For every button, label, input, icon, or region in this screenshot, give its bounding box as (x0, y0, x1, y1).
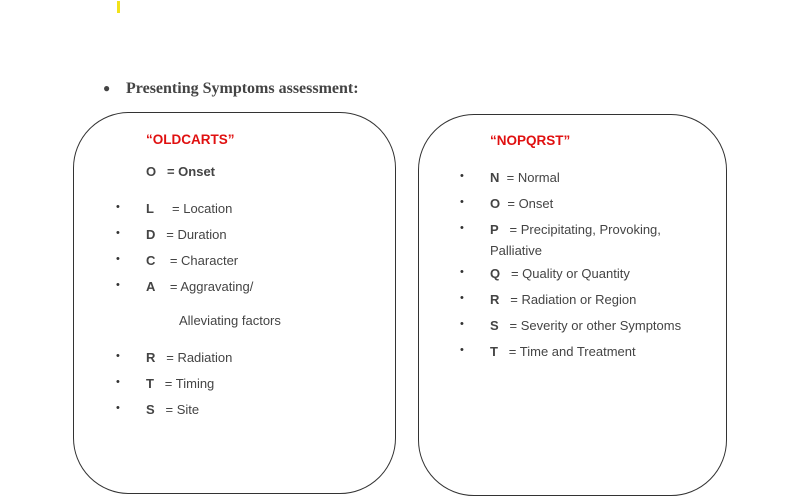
item-text: = Normal (506, 170, 560, 185)
list-bullet: • (460, 222, 464, 234)
list-bullet: • (460, 266, 464, 278)
list-bullet: • (460, 292, 464, 304)
nopqrst-item-o (490, 196, 553, 211)
oldcarts-item-l (146, 201, 232, 216)
item-letter: A (146, 279, 156, 294)
item-text: = Severity or other Symptoms (509, 318, 682, 333)
item-text: = Location (172, 201, 233, 216)
item-letter: R (490, 292, 500, 307)
nopqrst-item-t (490, 344, 636, 359)
item-text: = Precipitating, Provoking, (509, 222, 661, 237)
oldcarts-onset-line (146, 164, 215, 179)
nopqrst-continuation: Palliative (490, 243, 543, 258)
item-letter: N (490, 170, 500, 185)
list-bullet: • (460, 344, 464, 356)
item-letter: T (490, 344, 498, 359)
oldcarts-item-a (146, 279, 253, 294)
item-text: = Timing (164, 376, 215, 391)
section-heading (103, 80, 359, 98)
list-bullet: • (460, 318, 464, 330)
text-cursor-highlight (117, 1, 120, 13)
list-bullet: • (460, 196, 464, 208)
item-text: = Quality or Quantity (510, 266, 630, 281)
item-text: = Character (169, 253, 239, 268)
nopqrst-item-q (490, 266, 630, 281)
oldcarts-item-s (146, 402, 199, 417)
nopqrst-item-s (490, 318, 681, 333)
oldcarts-item-r (146, 350, 232, 365)
nopqrst-title: “NOPQRST” (490, 133, 571, 148)
list-bullet: • (116, 227, 120, 239)
list-bullet: • (116, 350, 120, 362)
item-text: = Onset (507, 196, 554, 211)
list-bullet: • (116, 253, 120, 265)
item-text: = Time and Treatment (508, 344, 636, 359)
item-letter: C (146, 253, 156, 268)
list-bullet: • (116, 376, 120, 388)
item-text: = Aggravating/ (169, 279, 254, 294)
nopqrst-item-p (490, 222, 661, 237)
item-letter: Q (490, 266, 501, 281)
item-letter: R (146, 350, 156, 365)
oldcarts-onset-letter: O (146, 164, 157, 179)
item-letter: S (490, 318, 499, 333)
item-letter: P (490, 222, 499, 237)
item-letter: S (146, 402, 155, 417)
heading-text: Presenting Symptoms assessment: (126, 80, 359, 97)
item-letter: O (490, 196, 501, 211)
item-text: = Site (165, 402, 200, 417)
oldcarts-onset-text: = Onset (166, 164, 216, 179)
item-text: = Radiation or Region (510, 292, 637, 307)
item-letter: L (146, 201, 154, 216)
nopqrst-item-r (490, 292, 636, 307)
list-bullet: • (460, 170, 464, 182)
oldcarts-card (73, 112, 396, 494)
heading-bullet: ● (103, 81, 111, 95)
oldcarts-title: “OLDCARTS” (146, 132, 235, 147)
item-letter: T (146, 376, 154, 391)
list-bullet: • (116, 402, 120, 414)
list-bullet: • (116, 201, 120, 213)
oldcarts-continuation: Alleviating factors (179, 313, 281, 328)
nopqrst-item-n (490, 170, 560, 185)
list-bullet: • (116, 279, 120, 291)
item-text: = Duration (166, 227, 227, 242)
oldcarts-item-t (146, 376, 214, 391)
oldcarts-item-d (146, 227, 227, 242)
oldcarts-item-c (146, 253, 238, 268)
item-text: = Radiation (166, 350, 233, 365)
item-letter: D (146, 227, 156, 242)
